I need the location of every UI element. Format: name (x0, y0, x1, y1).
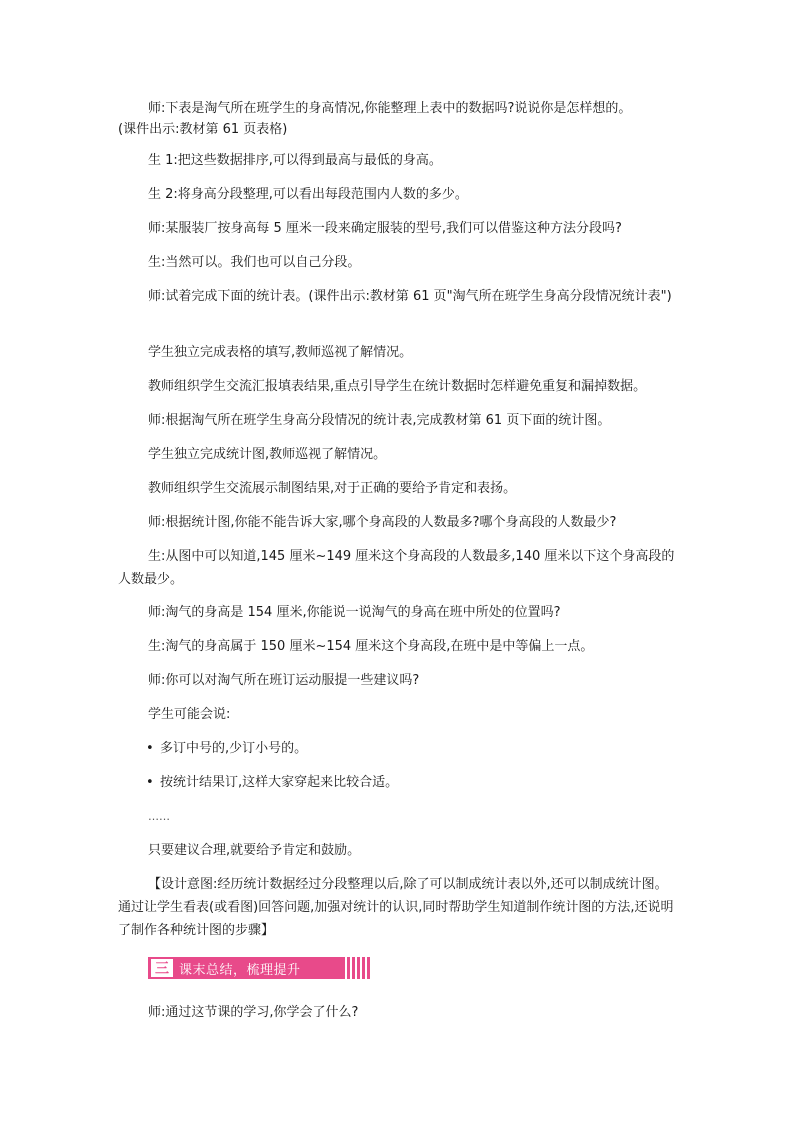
ellipsis: …… (148, 810, 170, 823)
paragraph: 生 2:将身高分段整理,可以看出每段范围内人数的多少。 (148, 187, 468, 202)
paragraph: 师:你可以对淘气所在班订运动服提一些建议吗? (148, 673, 420, 688)
paragraph: 师:淘气的身高是 154 厘米,你能说一说淘气的身高在班中所处的位置吗? (148, 605, 561, 620)
paragraph: 只要建议合理,就要给予肯定和鼓励。 (148, 843, 361, 858)
paragraph: 生:从图中可以知道,145 厘米~149 厘米这个身高段的人数最多,140 厘米以下这个身高段的人数最少。 (118, 549, 675, 587)
paragraph: 教师组织学生交流展示制图结果,对于正确的要给予肯定和表扬。 (148, 481, 517, 496)
section-number: 三 (151, 959, 173, 977)
paragraph: 师:根据统计图,你能不能告诉大家,哪个身高段的人数最多?哪个身高段的人数最少? (148, 515, 617, 530)
paragraph: 生:淘气的身高属于 150 厘米~154 厘米这个身高段,在班中是中等偏上一点。 (148, 639, 594, 654)
paragraph: (课件出示:教材第 61 页表格) (118, 122, 288, 137)
paragraph: 学生独立完成统计图,教师巡视了解情况。 (148, 447, 387, 462)
list-item (146, 737, 307, 760)
paragraph: 学生独立完成表格的填写,教师巡视了解情况。 (148, 345, 413, 360)
paragraph: 师:通过这节课的学习,你学会了什么? (148, 1005, 359, 1020)
paragraph: 生:当然可以。我们也可以自己分段。 (148, 255, 361, 270)
section-banner (148, 957, 370, 979)
list-item (146, 771, 398, 794)
section-title: 课末总结，梳理提升 (179, 962, 301, 978)
paragraph: 师:根据淘气所在班学生身高分段情况的统计表,完成教材第 61 页下面的统计图。 (148, 413, 611, 428)
list-item-text: 按统计结果订,这样大家穿起来比较合适。 (160, 775, 399, 790)
paragraph: 师:下表是淘气所在班学生的身高情况,你能整理上表中的数据吗?说说你是怎样想的。 (148, 101, 632, 116)
paragraph: 师:某服装厂按身高每 5 厘米一段来确定服装的型号,我们可以借鉴这种方法分段吗? (148, 221, 622, 236)
bullet-icon: • (146, 741, 154, 756)
list-item-text: 多订中号的,少订小号的。 (160, 741, 308, 756)
banner-stripes (345, 957, 370, 979)
paragraph: 生 1:把这些数据排序,可以得到最高与最低的身高。 (148, 153, 442, 168)
design-intent-note: 【设计意图:经历统计数据经过分段整理以后,除了可以制成统计表以外,还可以制成统计图。通过让学生看表(或看图)回答问题,加强对统计的认识,同时帮助学生知道制作统计图的方法,还说明了制作各种统计图的步骤】 (118, 877, 674, 938)
paragraph: 教师组织学生交流汇报填表结果,重点引导学生在统计数据时怎样避免重复和漏掉数据。 (148, 379, 647, 394)
bullet-icon: • (146, 775, 154, 790)
paragraph: 学生可能会说: (148, 707, 231, 722)
paragraph: 师:试着完成下面的统计表。(课件出示:教材第 61 页"淘气所在班学生身高分段情况统计表") (148, 289, 672, 304)
